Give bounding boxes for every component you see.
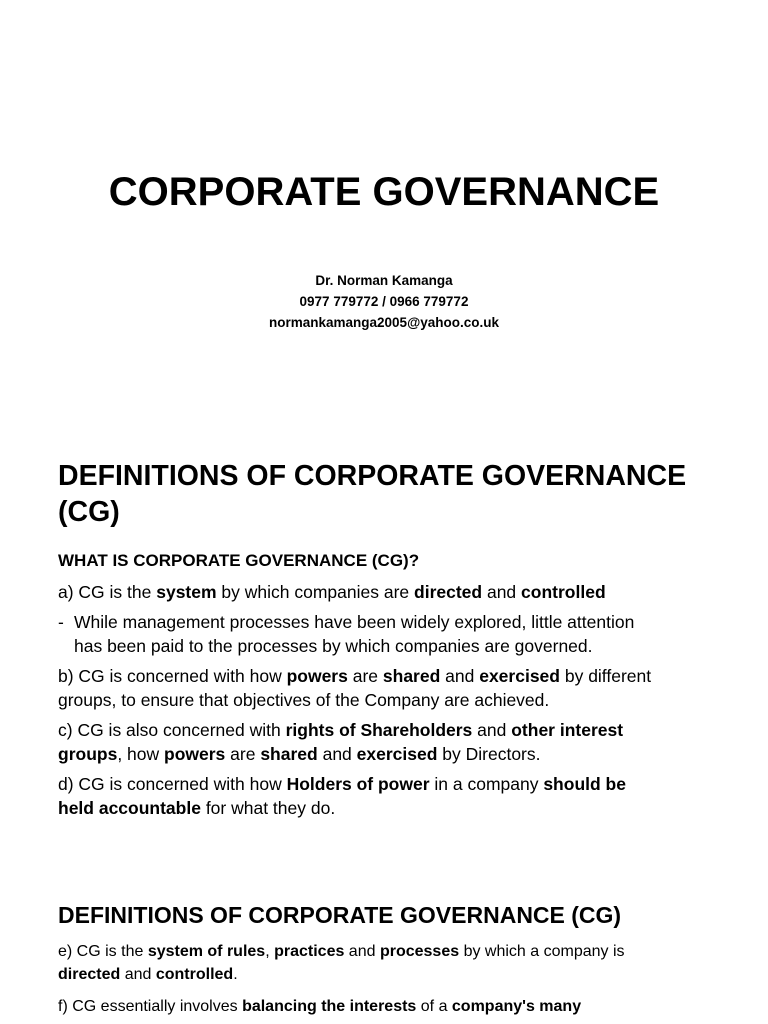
page-title: CORPORATE GOVERNANCE — [108, 170, 660, 214]
section-title — [58, 458, 738, 530]
author-name: Dr. Norman Kamanga — [315, 273, 453, 288]
author-phones: 0977 779772 / 0966 779772 — [299, 294, 469, 309]
author-contact — [0, 270, 768, 333]
section-title-2: DEFINITIONS OF CORPORATE GOVERNANCE (CG) — [58, 902, 622, 928]
section-title-line2: (CG) — [58, 496, 120, 528]
subheading: WHAT IS CORPORATE GOVERNANCE (CG)? — [58, 551, 420, 570]
definition-e: e) CG is the system of rules, practices and processes by which a company is directed and controlled. — [58, 943, 625, 983]
section-title-line1: DEFINITIONS OF CORPORATE GOVERNANCE — [58, 460, 687, 492]
definition-d: d) CG is concerned with how Holders of power in a company should be held accountable for what they do. — [58, 774, 626, 818]
definition-c: c) CG is also concerned with rights of Shareholders and other interest groups, how powers are shared and exercised by Directors. — [58, 720, 624, 764]
definition-b: b) CG is concerned with how powers are shared and exercised by different groups, to ensure that objectives of the Company are achieved. — [58, 666, 652, 710]
definition-a: a) CG is the system by which companies are directed and controlled — [58, 582, 606, 602]
definition-dash-note: While management processes have been widely explored, little attention has been paid to the processes by which companies are governed. — [74, 612, 635, 656]
author-email: normankamanga2005@yahoo.co.uk — [269, 315, 499, 330]
definition-f: f) CG essentially involves balancing the interests of a company's many — [58, 998, 582, 1015]
dash-bullet-marker: - — [58, 612, 64, 632]
